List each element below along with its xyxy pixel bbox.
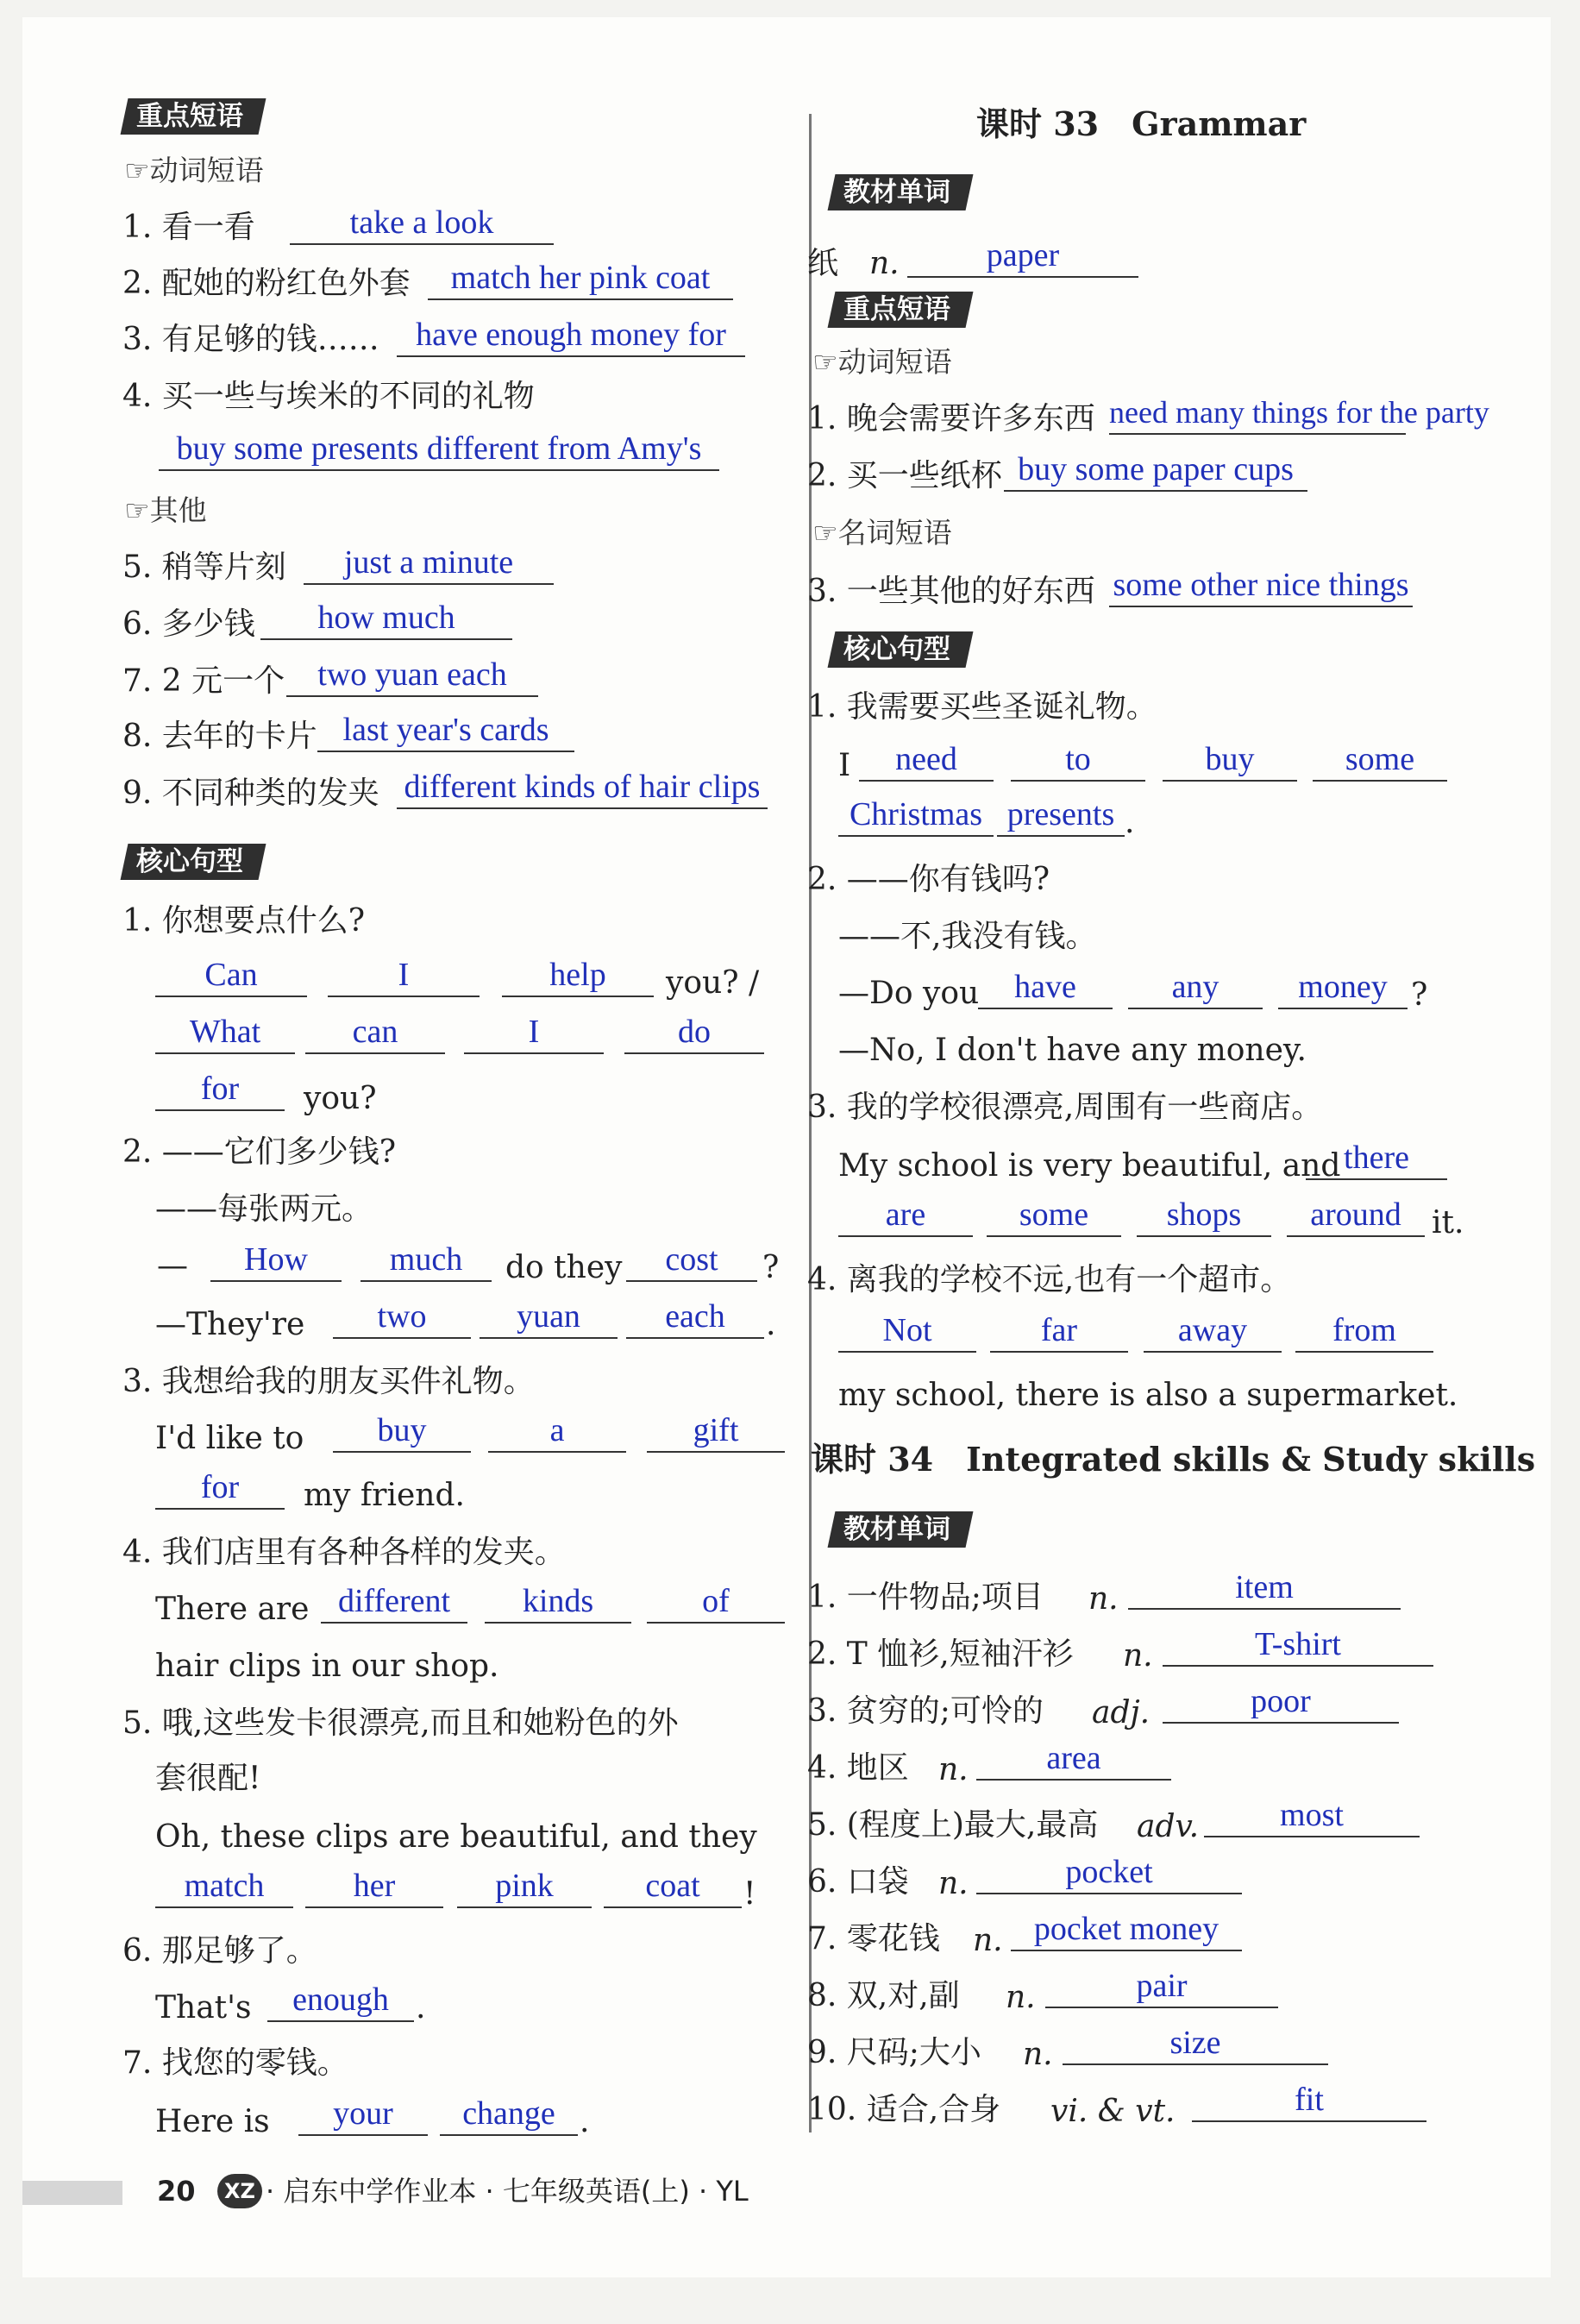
sentence-text: you? bbox=[304, 1081, 377, 1116]
sentence-prompt: 5. 哦,这些发卡很漂亮,而且和她粉色的外 bbox=[122, 1705, 679, 1741]
section-label-core-sentences: 核心句型 bbox=[121, 844, 266, 880]
sentence-prompt: 3. 我想给我的朋友买件礼物。 bbox=[122, 1364, 535, 1399]
sentence-text: my friend. bbox=[304, 1478, 465, 1513]
answer-blank[interactable]: Can bbox=[155, 958, 307, 997]
sentence-prompt: ——每张两元。 bbox=[155, 1191, 373, 1227]
sentence-text: —They're bbox=[155, 1307, 305, 1342]
answer-blank[interactable]: enough bbox=[267, 1982, 414, 2022]
answer-blank[interactable]: for bbox=[155, 1071, 285, 1111]
part-of-speech: n. bbox=[1006, 1980, 1036, 2015]
answer-blank[interactable]: each bbox=[626, 1299, 764, 1339]
answer-blank[interactable]: What bbox=[155, 1014, 295, 1054]
answer-blank[interactable]: two yuan each bbox=[286, 657, 538, 697]
answer-blank[interactable]: her bbox=[305, 1869, 443, 1908]
answer-blank[interactable]: your bbox=[298, 2096, 428, 2136]
answer-blank[interactable]: around bbox=[1287, 1197, 1425, 1237]
phrase-prompt: 3. 一些其他的好东西 bbox=[807, 574, 1095, 609]
answer-blank[interactable]: have bbox=[978, 970, 1113, 1009]
answer-blank[interactable]: match her pink coat bbox=[428, 261, 733, 300]
answer-blank[interactable]: gift bbox=[647, 1413, 785, 1453]
answer-blank[interactable]: fit bbox=[1192, 2082, 1426, 2122]
answer-blank[interactable]: buy some paper cups bbox=[1004, 452, 1307, 492]
sentence-prompt: 2. ——它们多少钱? bbox=[122, 1134, 397, 1170]
answer-blank[interactable]: change bbox=[440, 2096, 578, 2136]
answer-blank[interactable]: buy some presents different from Amy's bbox=[159, 431, 719, 471]
phrase-prompt: 3. 有足够的钱…… bbox=[122, 322, 379, 357]
phrase-prompt: 1. 晚会需要许多东西 bbox=[807, 401, 1095, 437]
answer-blank[interactable]: buy bbox=[333, 1413, 471, 1453]
answer-blank[interactable]: need many things for the party bbox=[1109, 395, 1406, 435]
part-of-speech: n. bbox=[1088, 1581, 1119, 1617]
answer-blank[interactable]: shops bbox=[1137, 1197, 1271, 1237]
answer-blank[interactable]: poor bbox=[1163, 1684, 1399, 1724]
sentence-text: ? bbox=[1411, 977, 1428, 1013]
section-label-textbook-words: 教材单词 bbox=[828, 174, 974, 210]
answer-blank[interactable]: kinds bbox=[485, 1584, 631, 1624]
answer-blank[interactable]: paper bbox=[907, 238, 1138, 278]
answer-blank[interactable]: cost bbox=[626, 1242, 757, 1282]
sentence-text: . bbox=[416, 1990, 426, 2026]
answer-blank[interactable]: I bbox=[328, 958, 480, 997]
sentence-text: my school, there is also a supermarket. bbox=[838, 1378, 1458, 1413]
sentence-prompt: 7. 找您的零钱。 bbox=[122, 2045, 348, 2081]
part-of-speech: adv. bbox=[1137, 1809, 1200, 1844]
word-prompt: 2. T 恤衫,短袖汗衫 bbox=[807, 1636, 1074, 1672]
page-number: 20 bbox=[157, 2175, 196, 2208]
sentence-prompt: 套很配! bbox=[155, 1761, 261, 1796]
sentence-text: do they bbox=[505, 1250, 623, 1285]
sentence-text: . bbox=[1125, 805, 1135, 840]
answer-blank[interactable]: to bbox=[1011, 742, 1145, 782]
section-label-key-phrases: 重点短语 bbox=[828, 292, 974, 328]
word-prompt: 6. 口袋 bbox=[807, 1864, 909, 1900]
answer-blank[interactable]: just a minute bbox=[304, 545, 554, 585]
answer-blank[interactable]: Christmas bbox=[838, 797, 994, 837]
answer-blank[interactable]: pocket money bbox=[1011, 1912, 1242, 1951]
answer-blank[interactable]: pocket bbox=[976, 1855, 1242, 1894]
phrase-prompt: 7. 2 元一个 bbox=[122, 663, 285, 699]
subsection-verb-phrases: ☞动词短语 bbox=[812, 345, 952, 379]
answer-blank[interactable]: do bbox=[624, 1014, 764, 1054]
answer-blank[interactable]: T-shirt bbox=[1163, 1627, 1433, 1667]
subsection-noun-phrases: ☞名词短语 bbox=[812, 516, 952, 550]
answer-blank[interactable]: can bbox=[305, 1014, 445, 1054]
answer-blank[interactable]: most bbox=[1204, 1798, 1420, 1837]
subsection-other: ☞其他 bbox=[124, 493, 207, 527]
sentence-text: —No, I don't have any money. bbox=[838, 1033, 1307, 1068]
answer-blank[interactable]: How bbox=[210, 1242, 342, 1282]
sentence-text: you? / bbox=[666, 965, 760, 1001]
word-prompt: 纸 bbox=[807, 246, 839, 281]
part-of-speech: adj. bbox=[1092, 1695, 1151, 1730]
part-of-speech: n. bbox=[938, 1752, 969, 1787]
answer-blank[interactable]: coat bbox=[604, 1869, 742, 1908]
answer-blank[interactable]: help bbox=[502, 958, 654, 997]
answer-blank[interactable]: some bbox=[1313, 742, 1447, 782]
lesson-33-title: 课时 33 Grammar bbox=[976, 104, 1307, 143]
phrase-prompt: 2. 配她的粉红色外套 bbox=[122, 266, 411, 301]
answer-blank[interactable]: away bbox=[1144, 1313, 1282, 1353]
footer-bar bbox=[22, 2181, 122, 2205]
answer-blank[interactable]: have enough money for bbox=[397, 317, 745, 357]
workbook-page bbox=[22, 17, 1551, 2277]
answer-blank[interactable]: match bbox=[155, 1869, 293, 1908]
answer-blank[interactable]: some bbox=[987, 1197, 1121, 1237]
sentence-text: ! bbox=[743, 1876, 756, 1912]
book-title: · 启东中学作业本 · 七年级英语(上) · YL bbox=[266, 2175, 749, 2208]
sentence-text: There are bbox=[155, 1592, 310, 1627]
sentence-text: ? bbox=[762, 1250, 780, 1285]
word-prompt: 9. 尺码;大小 bbox=[807, 2035, 981, 2070]
answer-blank[interactable]: different kinds of hair clips bbox=[397, 769, 768, 809]
answer-blank[interactable]: buy bbox=[1163, 742, 1297, 782]
answer-blank[interactable]: item bbox=[1128, 1570, 1401, 1610]
word-prompt: 7. 零花钱 bbox=[807, 1921, 940, 1957]
answer-blank[interactable]: presents bbox=[997, 797, 1125, 837]
part-of-speech: n. bbox=[1123, 1638, 1153, 1674]
answer-blank[interactable]: any bbox=[1128, 970, 1263, 1009]
answer-blank[interactable]: a bbox=[488, 1413, 626, 1453]
answer-blank[interactable]: different bbox=[321, 1584, 467, 1624]
answer-blank[interactable]: last year's cards bbox=[317, 713, 574, 752]
answer-blank[interactable]: far bbox=[990, 1313, 1128, 1353]
answer-blank[interactable]: take a look bbox=[290, 205, 554, 245]
answer-blank[interactable]: area bbox=[976, 1741, 1171, 1781]
answer-blank[interactable]: some other nice things bbox=[1109, 568, 1413, 607]
phrase-prompt: 9. 不同种类的发夹 bbox=[122, 776, 379, 811]
sentence-text: Oh, these clips are beautiful, and they bbox=[155, 1819, 757, 1855]
answer-blank[interactable]: size bbox=[1063, 2026, 1328, 2065]
answer-blank[interactable]: there bbox=[1306, 1140, 1447, 1180]
answer-blank[interactable]: Not bbox=[838, 1313, 976, 1353]
section-label-textbook-words: 教材单词 bbox=[828, 1511, 974, 1548]
part-of-speech: vi. & vt. bbox=[1050, 2094, 1176, 2129]
phrase-prompt: 6. 多少钱 bbox=[122, 606, 255, 642]
sentence-text: I'd like to bbox=[155, 1421, 304, 1456]
phrase-prompt: 5. 稍等片刻 bbox=[122, 550, 286, 585]
sentence-prompt: ——不,我没有钱。 bbox=[838, 919, 1097, 954]
phrase-prompt: 8. 去年的卡片 bbox=[122, 719, 317, 754]
sentence-prompt: 3. 我的学校很漂亮,周围有一些商店。 bbox=[807, 1090, 1323, 1125]
sentence-text: I bbox=[838, 748, 851, 783]
answer-blank[interactable]: I bbox=[464, 1014, 604, 1054]
part-of-speech: n. bbox=[1023, 2037, 1053, 2072]
sentence-text: That's bbox=[155, 1990, 252, 2026]
publisher-logo: XZ bbox=[217, 2174, 262, 2208]
word-prompt: 4. 地区 bbox=[807, 1750, 909, 1786]
word-prompt: 3. 贫穷的;可怜的 bbox=[807, 1693, 1044, 1729]
section-label-core-sentences: 核心句型 bbox=[828, 631, 974, 668]
sentence-text: . bbox=[580, 2104, 590, 2139]
sentence-text: it. bbox=[1432, 1205, 1464, 1241]
answer-blank[interactable]: of bbox=[647, 1584, 785, 1624]
answer-blank[interactable]: pink bbox=[457, 1869, 592, 1908]
word-prompt: 8. 双,对,副 bbox=[807, 1978, 960, 2013]
lesson-34-title: 课时 34 Integrated skills & Study skills bbox=[811, 1440, 1536, 1479]
word-prompt: 1. 一件物品;项目 bbox=[807, 1580, 1044, 1615]
subsection-verb-phrases: ☞动词短语 bbox=[124, 154, 264, 187]
sentence-text: —Do you bbox=[838, 976, 980, 1011]
phrase-prompt: 4. 买一些与埃米的不同的礼物 bbox=[122, 379, 535, 414]
answer-blank[interactable]: much bbox=[361, 1242, 492, 1282]
word-prompt: 10. 适合,合身 bbox=[807, 2092, 1001, 2127]
part-of-speech: n. bbox=[938, 1866, 969, 1901]
phrase-prompt: 2. 买一些纸杯 bbox=[807, 458, 1002, 493]
sentence-prompt: 4. 离我的学校不远,也有一个超市。 bbox=[807, 1262, 1292, 1297]
answer-blank[interactable]: money bbox=[1278, 970, 1408, 1009]
phrase-prompt: 1. 看一看 bbox=[122, 210, 255, 245]
sentence-prompt: 1. 你想要点什么? bbox=[122, 903, 366, 939]
sentence-prompt: 4. 我们店里有各种各样的发夹。 bbox=[122, 1535, 566, 1570]
part-of-speech: n. bbox=[973, 1923, 1003, 1958]
word-prompt: 5. (程度上)最大,最高 bbox=[807, 1807, 1099, 1843]
answer-blank[interactable]: pair bbox=[1045, 1969, 1278, 2008]
answer-blank[interactable]: need bbox=[859, 742, 994, 782]
sentence-text: — bbox=[157, 1248, 188, 1284]
sentence-text: . bbox=[766, 1307, 776, 1342]
answer-blank[interactable]: are bbox=[838, 1197, 973, 1237]
sentence-prompt: 1. 我需要买些圣诞礼物。 bbox=[807, 689, 1157, 725]
sentence-prompt: 2. ——你有钱吗? bbox=[807, 862, 1050, 897]
answer-blank[interactable]: how much bbox=[260, 600, 512, 640]
part-of-speech: n. bbox=[869, 246, 900, 281]
answer-blank[interactable]: for bbox=[155, 1470, 285, 1510]
answer-blank[interactable]: from bbox=[1295, 1313, 1433, 1353]
sentence-text: Here is bbox=[155, 2104, 270, 2139]
section-label-key-phrases: 重点短语 bbox=[121, 98, 266, 135]
sentence-text: hair clips in our shop. bbox=[155, 1649, 499, 1684]
answer-blank[interactable]: yuan bbox=[480, 1299, 618, 1339]
sentence-prompt: 6. 那足够了。 bbox=[122, 1933, 317, 1969]
sentence-text: My school is very beautiful, and bbox=[838, 1148, 1341, 1184]
answer-blank[interactable]: two bbox=[333, 1299, 471, 1339]
